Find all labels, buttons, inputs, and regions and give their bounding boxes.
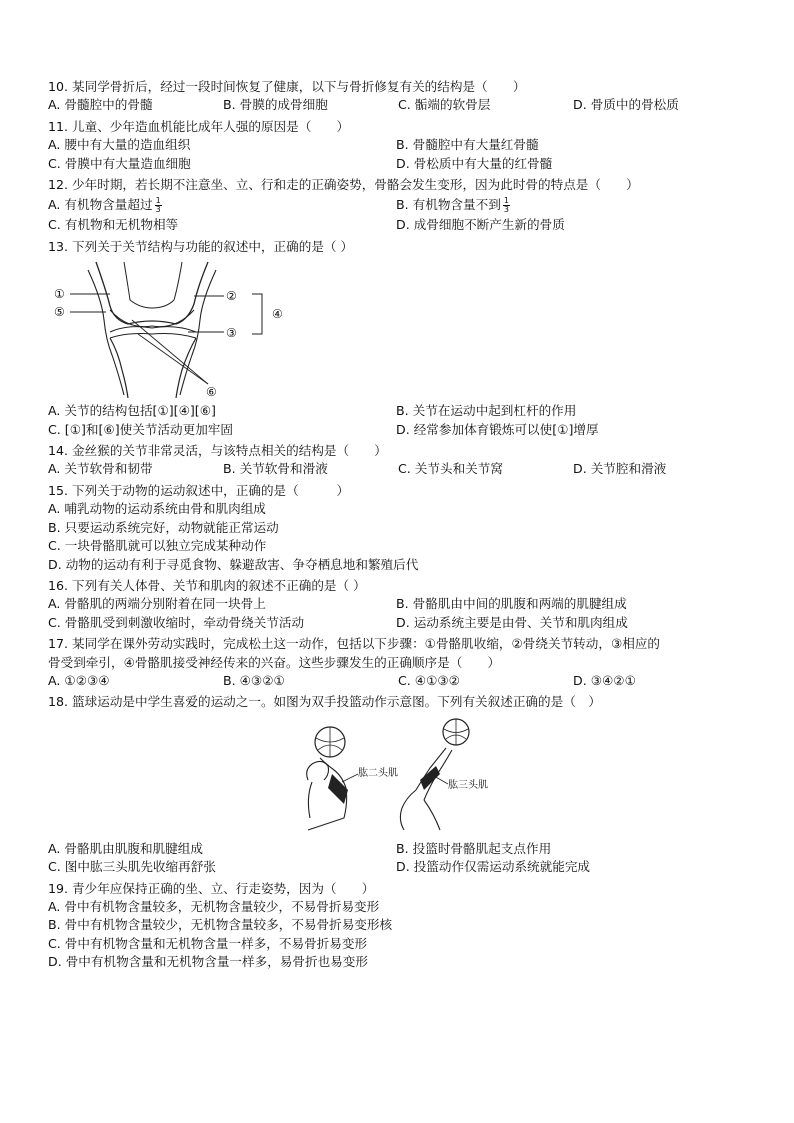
- bracket: [252, 294, 262, 334]
- question-16: [48, 577, 748, 632]
- question-13: [48, 238, 748, 439]
- option-d: D. 骨中有机物含量和无机物含量一样多，易骨折也易变形: [48, 954, 368, 970]
- joint-diagram: [48, 260, 308, 400]
- option-a: A. ①②③④: [48, 672, 110, 688]
- label-2: ②: [226, 289, 237, 304]
- option-c: C. 骺端的软骨层: [398, 97, 491, 113]
- option-a: A. 有机物含量超过: [48, 197, 153, 213]
- option-c: C. 骨膜中有大量造血细胞: [48, 155, 191, 171]
- option-d: D. 关节腔和滑液: [573, 461, 667, 477]
- fraction-one-third: [155, 197, 162, 214]
- basketball-right-seams: [444, 719, 468, 745]
- basketball-diagram: [298, 718, 508, 836]
- question-page: [48, 78, 748, 972]
- biceps-muscle: [328, 774, 348, 804]
- question-stem-line-2: 骨受到牵引，④骨骼肌接受神经传来的兴奋。这些步骤发生的正确顺序是（ ）: [48, 654, 501, 670]
- option-d: D. 经常参加体育锻炼可以使[①]增厚: [396, 421, 599, 437]
- option-d: D. 骨松质中有大量的红骨髓: [396, 155, 553, 171]
- option-b-wrap: [396, 196, 744, 214]
- question-17: [48, 635, 748, 690]
- option-a: A. 骨中有机物含量较多，无机物含量较少，不易骨折易变形: [48, 898, 380, 914]
- basketball-left-seams: [316, 727, 344, 757]
- capsule-left: [88, 270, 124, 395]
- option-a: A. 骨骼肌的两端分别附着在同一块骨上: [48, 596, 266, 612]
- question-stem: 15. 下列关于动物的运动叙述中，正确的是（ ）: [48, 482, 350, 498]
- option-a: A. 关节的结构包括[①][④][⑥]: [48, 403, 216, 419]
- option-b: B. 骨膜的成骨细胞: [223, 97, 328, 113]
- option-d: D. 投篮动作仅需运动系统就能完成: [396, 859, 591, 875]
- option-b: B. 骨骼肌由中间的肌腹和两端的肌腱组成: [396, 596, 627, 612]
- leader-line-6a: [132, 320, 208, 384]
- option-b: B. 关节在运动中起到杠杆的作用: [396, 403, 577, 419]
- option-c: C. ④①③②: [398, 672, 460, 688]
- option-a: A. 骨髓腔中的骨髓: [48, 97, 153, 113]
- question-11: [48, 118, 748, 173]
- option-a: A. 骨骼肌由肌腹和肌腱组成: [48, 840, 203, 856]
- label-biceps: 肱二头肌: [358, 767, 398, 779]
- option-d: D. 骨质中的骨松质: [573, 97, 679, 113]
- option-b: B. 骨中有机物含量较少，无机物含量较多，不易骨折易变形核: [48, 917, 393, 933]
- label-1: ①: [54, 287, 65, 302]
- option-b: B. 只要运动系统完好，动物就能正常运动: [48, 519, 279, 535]
- question-stem: 19. 青少年应保持正确的坐、立、行走姿势，因为（ ）: [48, 880, 375, 896]
- option-b: B. 关节软骨和滑液: [223, 461, 328, 477]
- joint-diagram-svg: [48, 260, 308, 400]
- option-a: A. 哺乳动物的运动系统由骨和肌肉组成: [48, 501, 266, 517]
- fraction-denominator: 3: [155, 205, 161, 215]
- lower-bone-left: [110, 338, 128, 398]
- left-torso: [308, 782, 312, 818]
- fraction-numerator: 1: [503, 196, 509, 206]
- question-15: [48, 482, 748, 574]
- upper-bone-inner: [124, 262, 182, 308]
- question-10: [48, 78, 748, 115]
- right-forearm: [416, 748, 446, 790]
- fraction-one-third: [503, 197, 510, 214]
- question-19: [48, 880, 748, 972]
- cartilage-lower-top: [110, 327, 196, 332]
- option-c: C. 一块骨骼肌就可以独立完成某种动作: [48, 538, 267, 554]
- option-b: B. 有机物含量不到: [396, 197, 501, 213]
- option-c: C. 图中肱三头肌先收缩再舒张: [48, 859, 216, 875]
- left-head: [307, 761, 329, 780]
- question-stem: 18. 篮球运动是中学生喜爱的运动之一。如图为双手投篮动作示意图。下列有关叙述正确的是（ ）: [48, 694, 601, 710]
- fraction-numerator: 1: [155, 196, 161, 206]
- right-torso: [424, 800, 440, 830]
- option-c: C. 有机物和无机物相等: [48, 217, 179, 233]
- option-d: D. 动物的运动有利于寻觅食物、躲避敌害、争夺栖息地和繁殖后代: [48, 556, 419, 572]
- leader-line-6b: [138, 334, 208, 384]
- question-stem: 11. 儿童、少年造血机能比成年人强的原因是（ ）: [48, 118, 350, 134]
- option-a: A. 腰中有大量的造血组织: [48, 137, 191, 153]
- label-3: ③: [226, 326, 237, 341]
- option-d: D. 运动系统主要是由骨、关节和肌肉组成: [396, 614, 628, 630]
- label-triceps: 肱三头肌: [448, 779, 488, 791]
- fraction-denominator: 3: [503, 205, 509, 215]
- option-d: D. 成骨细胞不断产生新的骨质: [396, 217, 565, 233]
- label-6: ⑥: [206, 385, 217, 400]
- label-5: ⑤: [54, 305, 65, 320]
- option-c: C. 骨骼肌受到刺激收缩时，牵动骨绕关节活动: [48, 614, 305, 630]
- cartilage-upper: [110, 310, 194, 327]
- upper-bone-outline: [96, 262, 208, 324]
- option-c: C. [①]和[⑥]使关节活动更加牢固: [48, 421, 233, 437]
- question-stem: 12. 少年时期，若长期不注意坐、立、行和走的正确姿势，骨骼会发生变形，因为此时骨的特点是（ ）: [48, 177, 639, 193]
- question-stem: 10. 某同学骨折后，经过一段时间恢复了健康，以下与骨折修复有关的结构是（ ）: [48, 79, 526, 94]
- leader-triceps: [434, 776, 448, 784]
- option-a-wrap: [48, 196, 396, 214]
- option-a: A. 关节软骨和韧带: [48, 461, 153, 477]
- option-b: B. ④③②①: [223, 672, 285, 688]
- basketball-diagram-svg: [298, 718, 508, 836]
- right-head-body: [400, 790, 416, 830]
- option-c: C. 关节头和关节窝: [398, 461, 503, 477]
- question-stem: 14. 金丝猴的关节非常灵活，与该特点相关的结构是（ ）: [48, 443, 387, 459]
- question-stem: 16. 下列有关人体骨、关节和肌肉的叙述不正确的是（ ）: [48, 577, 366, 593]
- option-d: D. ③④②①: [573, 672, 636, 688]
- question-18: [48, 693, 748, 876]
- question-stem-line-1: 17. 某同学在课外劳动实践时，完成松土这一动作，包括以下步骤：①骨骼肌收缩，②骨绕关节转动，③相应的: [48, 636, 661, 652]
- option-b: B. 投篮时骨骼肌起支点作用: [396, 840, 552, 856]
- question-stem: 13. 下列关于关节结构与功能的叙述中，正确的是（ ）: [48, 238, 354, 254]
- question-14: [48, 442, 748, 479]
- option-b: B. 骨髓腔中有大量红骨髓: [396, 137, 539, 153]
- question-12: [48, 176, 748, 235]
- option-c: C. 骨中有机物含量和无机物含量一样多，不易骨折易变形: [48, 935, 368, 951]
- label-4: ④: [272, 307, 283, 322]
- leader-biceps: [342, 774, 358, 782]
